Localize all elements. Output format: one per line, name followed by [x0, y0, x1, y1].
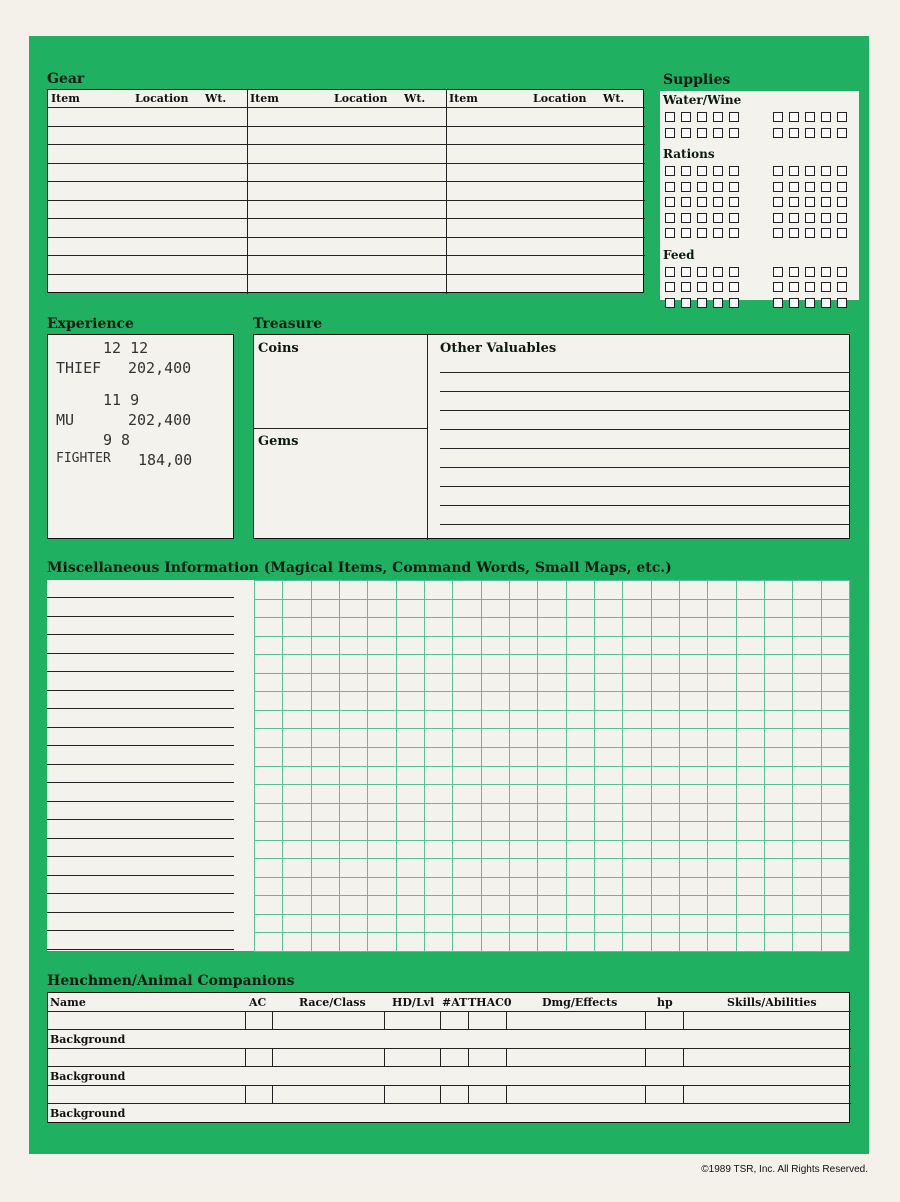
supply-checkbox[interactable]: [805, 128, 815, 138]
grid-line-horizontal: [254, 673, 849, 674]
supply-checkbox[interactable]: [837, 267, 847, 277]
gear-row[interactable]: [48, 274, 645, 292]
grid-line-horizontal: [254, 580, 849, 581]
grid-line-horizontal: [254, 766, 849, 767]
supply-checkbox[interactable]: [773, 197, 783, 207]
valuables-line: [440, 486, 850, 487]
misc-note-line: [47, 616, 234, 617]
supply-checkbox[interactable]: [681, 213, 691, 223]
experience-levels: 9 8: [103, 431, 131, 449]
experience-title: Experience: [47, 316, 134, 332]
valuables-line: [440, 524, 850, 525]
supply-checkbox[interactable]: [789, 128, 799, 138]
supply-checkbox[interactable]: [697, 166, 707, 176]
gear-title: Gear: [47, 71, 85, 87]
supply-checkbox[interactable]: [665, 213, 675, 223]
misc-note-line: [47, 912, 234, 913]
henchmen-row-line: [48, 1066, 851, 1067]
treasure-divider: [427, 335, 428, 540]
supply-checkbox[interactable]: [805, 197, 815, 207]
supply-checkbox[interactable]: [789, 298, 799, 308]
henchmen-col-header: Skills/Abilities: [727, 996, 817, 1009]
supply-checkbox[interactable]: [665, 298, 675, 308]
henchmen-col-header: AC: [249, 996, 267, 1009]
gear-row[interactable]: [48, 163, 645, 181]
misc-note-line: [47, 634, 234, 635]
supply-checkbox[interactable]: [773, 298, 783, 308]
supplies-group-label: Water/Wine: [663, 93, 742, 107]
supply-checkbox[interactable]: [681, 228, 691, 238]
henchman-row[interactable]: [48, 1011, 851, 1029]
experience-class: MU: [56, 411, 75, 429]
supply-checkbox[interactable]: [837, 182, 847, 192]
supply-checkbox[interactable]: [713, 282, 723, 292]
grid-line-horizontal: [254, 932, 849, 933]
grid-line-horizontal: [254, 691, 849, 692]
supply-checkbox[interactable]: [805, 112, 815, 122]
valuables-line: [440, 505, 850, 506]
supply-checkbox[interactable]: [773, 267, 783, 277]
supply-checkbox[interactable]: [773, 213, 783, 223]
misc-note-line: [47, 893, 234, 894]
misc-note-line: [47, 745, 234, 746]
supply-checkbox[interactable]: [681, 128, 691, 138]
supply-checkbox[interactable]: [821, 112, 831, 122]
misc-note-line: [47, 856, 234, 857]
coins-gems-divider: [254, 428, 427, 429]
henchmen-col-header: THAC0: [468, 996, 512, 1009]
supply-checkbox[interactable]: [681, 298, 691, 308]
supply-checkbox[interactable]: [805, 267, 815, 277]
supply-checkbox[interactable]: [729, 298, 739, 308]
henchman-background-label: Background: [50, 1033, 126, 1046]
henchman-row[interactable]: [48, 1085, 851, 1103]
supplies-group-label: Feed: [663, 247, 695, 262]
experience-class: FIGHTER: [56, 451, 111, 466]
supply-checkbox[interactable]: [697, 182, 707, 192]
misc-note-line: [47, 671, 234, 672]
experience-box[interactable]: [47, 334, 234, 539]
supply-checkbox[interactable]: [789, 282, 799, 292]
grid-line-horizontal: [254, 840, 849, 841]
valuables-line: [440, 372, 850, 373]
supply-checkbox[interactable]: [789, 267, 799, 277]
valuables-line: [440, 429, 850, 430]
misc-note-line: [47, 782, 234, 783]
henchmen-row-line: [48, 1103, 851, 1104]
henchmen-col-header: Race/Class: [299, 996, 366, 1009]
supply-checkbox[interactable]: [665, 182, 675, 192]
supply-checkbox[interactable]: [697, 128, 707, 138]
grid-line-horizontal: [254, 951, 849, 952]
supply-checkbox[interactable]: [773, 166, 783, 176]
supply-checkbox[interactable]: [773, 128, 783, 138]
grid-line-horizontal: [254, 895, 849, 896]
supply-checkbox[interactable]: [805, 213, 815, 223]
supply-checkbox[interactable]: [681, 166, 691, 176]
grid-line-horizontal: [254, 858, 849, 859]
supply-checkbox[interactable]: [713, 128, 723, 138]
grid-line-horizontal: [254, 728, 849, 729]
gems-label: Gems: [258, 434, 299, 449]
supply-checkbox[interactable]: [729, 197, 739, 207]
gear-col-location: Location: [135, 92, 189, 105]
supply-checkbox[interactable]: [665, 112, 675, 122]
supply-checkbox[interactable]: [697, 298, 707, 308]
supply-checkbox[interactable]: [713, 228, 723, 238]
supply-checkbox[interactable]: [821, 128, 831, 138]
grid-line-horizontal: [254, 710, 849, 711]
experience-levels: 12 12: [103, 339, 149, 357]
henchmen-title: Henchmen/Animal Companions: [47, 973, 295, 989]
henchmen-col-header: Name: [50, 996, 86, 1009]
supply-checkbox[interactable]: [837, 213, 847, 223]
misc-note-line: [47, 597, 234, 598]
supply-checkbox[interactable]: [773, 182, 783, 192]
henchmen-col-header: HD/Lvl: [392, 996, 435, 1009]
supply-checkbox[interactable]: [729, 182, 739, 192]
gear-col-weight: Wt.: [603, 92, 625, 105]
supply-checkbox[interactable]: [805, 182, 815, 192]
supply-checkbox[interactable]: [821, 197, 831, 207]
supply-checkbox[interactable]: [697, 197, 707, 207]
supply-checkbox[interactable]: [821, 267, 831, 277]
grid-line-horizontal: [254, 747, 849, 748]
supplies-title: Supplies: [663, 72, 731, 88]
supply-checkbox[interactable]: [789, 182, 799, 192]
supply-checkbox[interactable]: [805, 298, 815, 308]
supply-checkbox[interactable]: [713, 166, 723, 176]
misc-note-line: [47, 708, 234, 709]
supply-checkbox[interactable]: [773, 282, 783, 292]
grid-line-horizontal: [254, 914, 849, 915]
gear-row[interactable]: [48, 181, 645, 199]
misc-note-line: [47, 764, 234, 765]
valuables-line: [440, 410, 850, 411]
supply-checkbox[interactable]: [821, 182, 831, 192]
supply-checkbox[interactable]: [665, 128, 675, 138]
gear-col-item: Item: [449, 92, 478, 105]
gear-col-weight: Wt.: [404, 92, 426, 105]
supply-checkbox[interactable]: [665, 267, 675, 277]
misc-note-line: [47, 819, 234, 820]
henchmen-table: [47, 992, 850, 1123]
supply-checkbox[interactable]: [713, 267, 723, 277]
grid-line-horizontal: [254, 654, 849, 655]
misc-note-line: [47, 930, 234, 931]
supply-checkbox[interactable]: [789, 213, 799, 223]
henchmen-col-header: hp: [657, 996, 673, 1009]
misc-note-line: [47, 949, 234, 950]
supply-checkbox[interactable]: [837, 197, 847, 207]
supply-checkbox[interactable]: [821, 213, 831, 223]
supply-checkbox[interactable]: [665, 197, 675, 207]
gear-col-location: Location: [334, 92, 388, 105]
gear-row[interactable]: [48, 237, 645, 255]
gear-col-item: Item: [51, 92, 80, 105]
supply-checkbox[interactable]: [729, 166, 739, 176]
grid-line-horizontal: [254, 636, 849, 637]
copyright-notice: ©1989 TSR, Inc. All Rights Reserved.: [701, 1164, 868, 1175]
supply-checkbox[interactable]: [789, 197, 799, 207]
supply-checkbox[interactable]: [837, 128, 847, 138]
supplies-panel: [660, 91, 859, 300]
supply-checkbox[interactable]: [837, 298, 847, 308]
gear-col-location: Location: [533, 92, 587, 105]
coins-label: Coins: [258, 341, 299, 356]
supply-checkbox[interactable]: [697, 267, 707, 277]
grid-line-horizontal: [254, 877, 849, 878]
supply-checkbox[interactable]: [697, 213, 707, 223]
supply-checkbox[interactable]: [681, 182, 691, 192]
supply-checkbox[interactable]: [713, 213, 723, 223]
henchmen-col-header: #AT: [442, 996, 468, 1009]
grid-line-horizontal: [254, 821, 849, 822]
supply-checkbox[interactable]: [805, 228, 815, 238]
grid-line-vertical: [849, 580, 850, 951]
supply-checkbox[interactable]: [665, 228, 675, 238]
treasure-title: Treasure: [253, 316, 323, 332]
misc-note-line: [47, 838, 234, 839]
supply-checkbox[interactable]: [837, 112, 847, 122]
valuables-line: [440, 448, 850, 449]
treasure-box: [253, 334, 850, 539]
supply-checkbox[interactable]: [729, 213, 739, 223]
grid-line-horizontal: [254, 803, 849, 804]
supply-checkbox[interactable]: [681, 112, 691, 122]
supply-checkbox[interactable]: [713, 112, 723, 122]
experience-points: 184,00: [138, 451, 193, 469]
gear-col-weight: Wt.: [205, 92, 227, 105]
valuables-line: [440, 467, 850, 468]
supply-checkbox[interactable]: [681, 267, 691, 277]
supply-checkbox[interactable]: [697, 228, 707, 238]
supply-checkbox[interactable]: [681, 282, 691, 292]
misc-note-line: [47, 690, 234, 691]
henchman-row[interactable]: [48, 1048, 851, 1066]
supply-checkbox[interactable]: [713, 298, 723, 308]
henchmen-row-line: [48, 1029, 851, 1030]
supplies-group-label: Rations: [663, 147, 715, 161]
gear-table: [47, 89, 644, 293]
henchman-background-label: Background: [50, 1107, 126, 1120]
supply-checkbox[interactable]: [713, 197, 723, 207]
gear-col-item: Item: [250, 92, 279, 105]
experience-points: 202,400: [128, 411, 192, 429]
supply-checkbox[interactable]: [665, 282, 675, 292]
supply-checkbox[interactable]: [713, 182, 723, 192]
experience-class: THIEF: [56, 359, 102, 377]
misc-note-line: [47, 801, 234, 802]
valuables-line: [440, 391, 850, 392]
misc-note-line: [47, 875, 234, 876]
supply-checkbox[interactable]: [821, 298, 831, 308]
misc-title: Miscellaneous Information (Magical Items, Command Words, Small Maps, etc.): [47, 560, 672, 576]
grid-line-horizontal: [254, 617, 849, 618]
gear-row[interactable]: [48, 218, 645, 236]
supply-checkbox[interactable]: [729, 112, 739, 122]
gear-row[interactable]: [48, 255, 645, 273]
supply-checkbox[interactable]: [821, 166, 831, 176]
supply-checkbox[interactable]: [837, 282, 847, 292]
gear-row[interactable]: [48, 126, 645, 144]
misc-note-line: [47, 727, 234, 728]
experience-points: 202,400: [128, 359, 192, 377]
supply-checkbox[interactable]: [697, 282, 707, 292]
experience-levels: 11 9: [103, 391, 140, 409]
misc-note-line: [47, 653, 234, 654]
misc-info-area[interactable]: [47, 580, 849, 951]
gear-row[interactable]: [48, 144, 645, 162]
supply-checkbox[interactable]: [805, 282, 815, 292]
supply-checkbox[interactable]: [837, 228, 847, 238]
other-valuables-label: Other Valuables: [440, 341, 557, 356]
supply-checkbox[interactable]: [729, 267, 739, 277]
supply-checkbox[interactable]: [729, 228, 739, 238]
supply-checkbox[interactable]: [729, 128, 739, 138]
supply-checkbox[interactable]: [821, 228, 831, 238]
grid-line-horizontal: [254, 784, 849, 785]
supply-checkbox[interactable]: [665, 166, 675, 176]
supply-checkbox[interactable]: [837, 166, 847, 176]
henchman-background-label: Background: [50, 1070, 126, 1083]
henchmen-col-header: Dmg/Effects: [542, 996, 618, 1009]
grid-line-horizontal: [254, 599, 849, 600]
gear-row[interactable]: [48, 200, 645, 218]
supply-checkbox[interactable]: [697, 112, 707, 122]
supply-checkbox[interactable]: [773, 112, 783, 122]
supply-checkbox[interactable]: [681, 197, 691, 207]
supply-checkbox[interactable]: [789, 228, 799, 238]
supply-checkbox[interactable]: [729, 282, 739, 292]
supply-checkbox[interactable]: [821, 282, 831, 292]
gear-row[interactable]: [48, 107, 645, 125]
supply-checkbox[interactable]: [789, 166, 799, 176]
supply-checkbox[interactable]: [789, 112, 799, 122]
supply-checkbox[interactable]: [805, 166, 815, 176]
supply-checkbox[interactable]: [773, 228, 783, 238]
